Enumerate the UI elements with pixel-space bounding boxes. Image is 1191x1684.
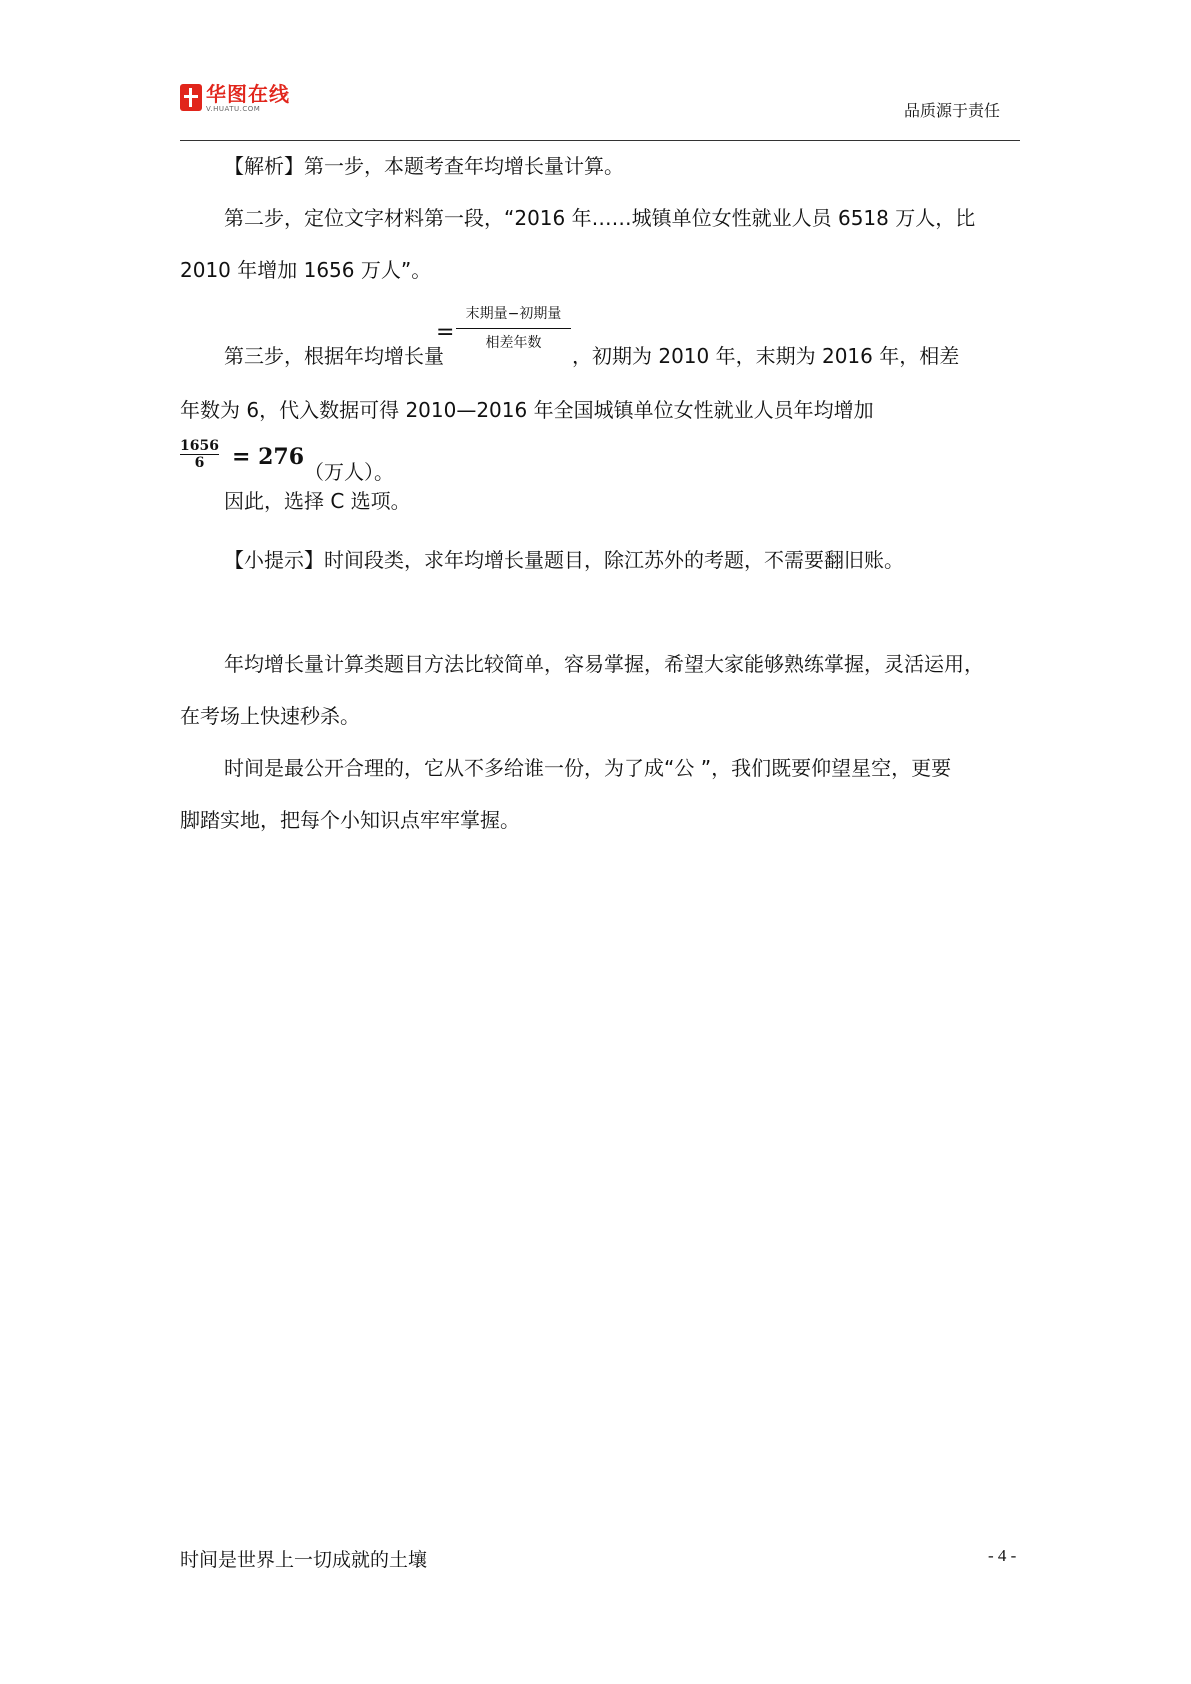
footer-motto: 时间是世界上一切成就的土壤 (180, 1549, 428, 1571)
calc-unit: （万人）。 (304, 460, 394, 484)
fraction-bar (456, 328, 571, 329)
calc-result: = 276 (232, 444, 305, 470)
huatu-logo-icon (180, 84, 202, 111)
paragraph-step2-line1: 第二步，定位文字材料第一段，“2016 年……城镇单位女性就业人员 6518 万人，比 (224, 206, 976, 230)
calc-denominator: 6 (194, 455, 205, 471)
calc-numerator: 1656 (180, 438, 219, 454)
calculation-line (180, 436, 1020, 484)
step3-prefix: 第三步，根据年均增长量 (224, 344, 444, 368)
paragraph-step3-line2: 年数为 6，代入数据可得 2010—2016 年全国城镇单位女性就业人员年均增加 (180, 398, 874, 422)
paragraph-closing-line1: 时间是最公开合理的，它从不多给谁一份，为了成“公 ”，我们既要仰望星空，更要 (224, 756, 952, 780)
huatu-logo (180, 84, 290, 114)
paragraph-summary-line2: 在考场上快速秒杀。 (180, 704, 360, 728)
header-slogan: 品质源于责任 (903, 101, 1000, 120)
step3-suffix: ，初期为 2010 年，末期为 2016 年，相差 (572, 344, 960, 368)
formula-line (180, 296, 1020, 384)
page-number: - 4 - (988, 1546, 1017, 1565)
paragraph-tip: 【小提示】时间段类，求年均增长量题目，除江苏外的考题，不需要翻旧账。 (224, 548, 904, 572)
paragraph-summary-line1: 年均增长量计算类题目方法比较简单，容易掌握，希望大家能够熟练掌握，灵活运用， (224, 652, 984, 676)
formula-denominator: 相差年数 (485, 335, 542, 351)
paragraph-closing-line2: 脚踏实地，把每个小知识点牢牢掌握。 (180, 808, 520, 832)
logo-name: 华图在线 (206, 82, 290, 106)
paragraph-step2-line2: 2010 年增加 1656 万人”。 (180, 258, 432, 282)
paragraph-analysis: 【解析】第一步，本题考查年均增长量计算。 (224, 154, 624, 178)
paragraph-answer: 因此，选择 C 选项。 (224, 489, 411, 513)
document-body (180, 140, 1020, 846)
logo-url: V.HUATU.COM (206, 105, 261, 113)
formula-numerator: 末期量−初期量 (465, 306, 562, 322)
calc-fraction (180, 438, 219, 471)
growth-formula (456, 304, 571, 353)
page-header (180, 84, 1020, 141)
formula-equals: = (436, 320, 455, 345)
